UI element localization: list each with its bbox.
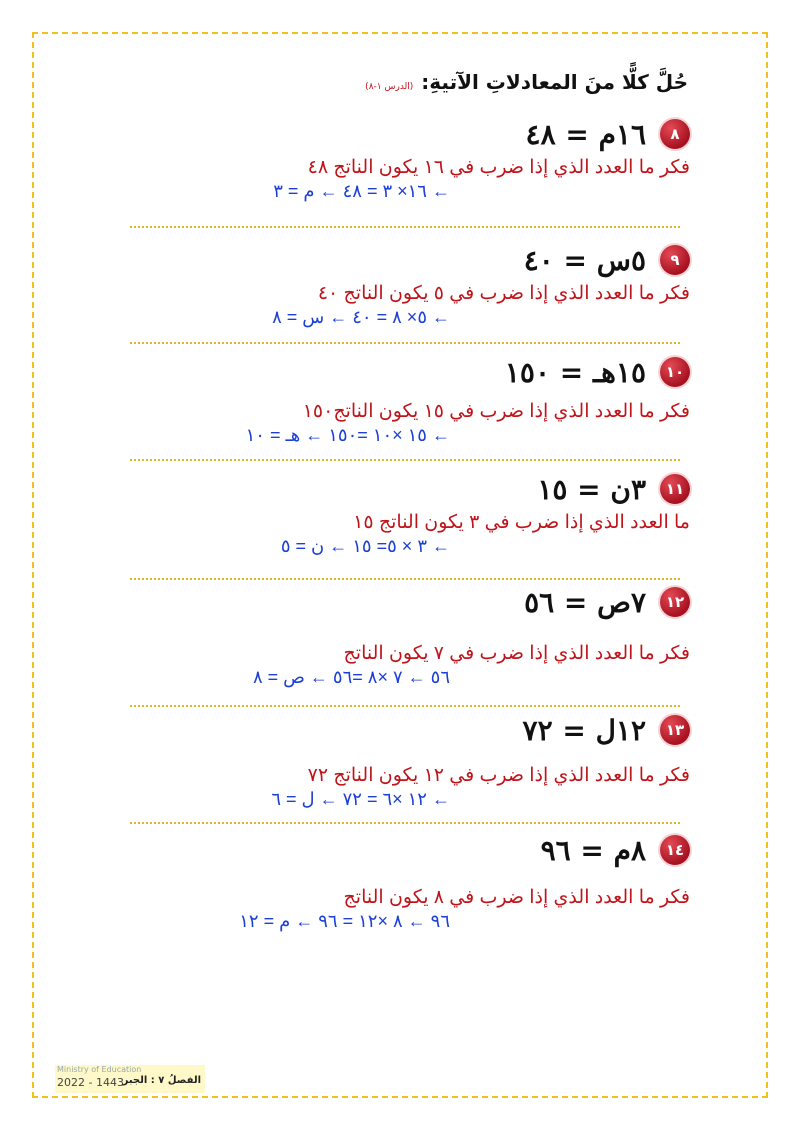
solution-steps: ← ١٢ ×٦ = ٧٢ ← ل = ٦ <box>271 789 450 809</box>
equation: ٨م = ٩٦ <box>540 833 646 867</box>
solution-steps: ← ١٦× ٣ = ٤٨ ← م = ٣ <box>273 181 450 201</box>
hint-text: فكر ما العدد الذي إذا ضرب في ١٦ يكون الناتج ٤٨ <box>307 157 690 178</box>
solution-steps: ٥٦ ← ٧ ×٨ =٥٦ ← ص = ٨ <box>252 667 450 687</box>
instructions-title: حُلَّ كلًّا منَ المعادلاتِ الآتيةِ: <box>421 70 688 94</box>
page-footer <box>55 1065 205 1093</box>
problem-number-badge: ١٤ <box>660 835 690 865</box>
equation: ١٢ل = ٧٢ <box>522 713 646 747</box>
hint-text: فكر ما العدد الذي إذا ضرب في ٥ يكون الناتج ٤٠ <box>317 283 690 304</box>
dotted-divider <box>130 705 680 707</box>
section-header <box>365 70 688 110</box>
dotted-divider <box>130 342 680 344</box>
dotted-divider <box>130 822 680 824</box>
lesson-reference: (الدرس ١-٨) <box>365 82 414 92</box>
dotted-divider <box>130 459 680 461</box>
ministry-watermark: Ministry of Education <box>57 1065 142 1074</box>
problem-9 <box>110 240 690 328</box>
equation-row <box>110 469 690 509</box>
hint-text: فكر ما العدد الذي إذا ضرب في ١٥ يكون الناتج١٥٠ <box>302 401 690 422</box>
equation: ٧ص = ٥٦ <box>524 585 646 619</box>
equation: ٥س = ٤٠ <box>523 243 646 277</box>
dotted-divider <box>130 578 680 580</box>
hint-text: فكر ما العدد الذي إذا ضرب في ٧ يكون الناتج <box>343 643 690 664</box>
chapter-label: الفصلُ ٧ : الجبر <box>122 1075 201 1086</box>
problem-12 <box>110 582 690 688</box>
equation-row <box>110 830 690 870</box>
problem-number-badge: ١٣ <box>660 715 690 745</box>
solution-steps: ← ٣ × ٥= ١٥ ← ن = ٥ <box>280 536 450 556</box>
problem-14 <box>110 830 690 932</box>
problem-number-badge: ١١ <box>660 474 690 504</box>
problem-13 <box>110 710 690 810</box>
equation: ١٦م = ٤٨ <box>525 117 646 151</box>
problem-11 <box>110 469 690 557</box>
hint-text: فكر ما العدد الذي إذا ضرب في ٨ يكون الناتج <box>343 887 690 908</box>
solution-steps: ← ٥× ٨ = ٤٠ ← س = ٨ <box>272 307 450 327</box>
hint-text: ما العدد الذي إذا ضرب في ٣ يكون الناتج ١٥ <box>353 512 690 533</box>
equation-row <box>110 710 690 750</box>
solution-steps: ٩٦ ← ٨ ×١٢ = ٩٦ ← م = ١٢ <box>239 911 450 931</box>
problem-number-badge: ٩ <box>660 245 690 275</box>
dotted-divider <box>130 226 680 228</box>
equation-row <box>110 114 690 154</box>
problem-number-badge: ١٠ <box>660 357 690 387</box>
equation-row <box>110 352 690 392</box>
equation: ١٥هـ = ١٥٠ <box>504 355 646 389</box>
solution-steps: ← ١٥ ×١٠ =١٥٠ ← هـ = ١٠ <box>245 425 450 445</box>
equation-row <box>110 582 690 622</box>
problem-number-badge: ٨ <box>660 119 690 149</box>
equation: ٣ن = ١٥ <box>537 472 646 506</box>
equation-row <box>110 240 690 280</box>
page-number: 2022 - 1443 <box>57 1076 124 1089</box>
hint-text: فكر ما العدد الذي إذا ضرب في ١٢ يكون الناتج ٧٢ <box>307 765 690 786</box>
problem-8 <box>110 114 690 202</box>
problem-10 <box>110 352 690 446</box>
problem-number-badge: ١٢ <box>660 587 690 617</box>
